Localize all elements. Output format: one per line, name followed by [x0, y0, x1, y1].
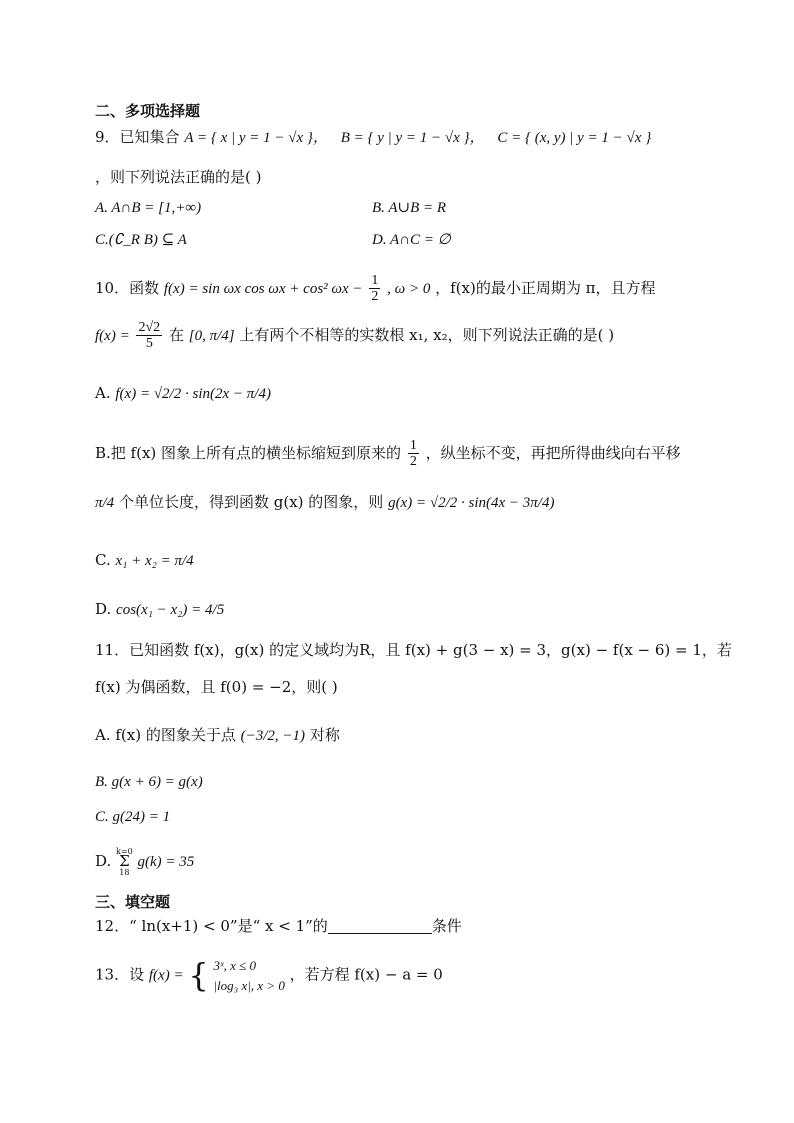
q11-a-point: (−3/2, −1) [240, 728, 306, 744]
q10-half-fraction: $\frac{1}{2}$ [371, 273, 379, 305]
q10-eq-left: f(x) = [95, 327, 130, 344]
q9-set-b: B = { y | y = 1 − √x }， [340, 130, 485, 146]
q9-option-b: B. A∪B = R [372, 200, 447, 216]
q11-option-c: C. g(24) = 1 [95, 809, 171, 825]
q10-stem-mid: ，f(x)的最小正周期为 π，且方程 [435, 278, 656, 297]
summation-symbol: k=0 Σ 18 [116, 847, 133, 877]
q12-text2: 条件 [431, 917, 462, 935]
piecewise-brace: { [188, 956, 209, 995]
question-9-stem [95, 130, 651, 146]
question-10-equation [95, 320, 614, 352]
q11-a-text1: A. f(x) 的图象关于点 [95, 726, 236, 744]
q10-eq-fraction: $\frac{2√2}{5}$ [138, 320, 161, 352]
q11-option-a [95, 728, 340, 744]
q9-set-c: C = { (x, y) | y = 1 − √x } [497, 130, 652, 146]
q11-option-d [95, 848, 194, 876]
q13-text1: 13．设 [95, 965, 145, 984]
question-11-stem-2: f(x) 为偶函数，且 f(0) = −2，则( ) [95, 678, 338, 696]
section-title-fill-blank: 三、填空题 [95, 893, 171, 911]
q10-prefix: 10．函数 [95, 278, 160, 297]
q11-d-expr: g(k) = 35 [137, 853, 195, 870]
q10-a-label: A. [95, 384, 111, 402]
q10-function: f(x) = sin ωx cos ωx + cos² ωx − [163, 280, 363, 297]
q11-d-label: D. [95, 851, 112, 870]
q10-option-b-line1 [95, 438, 681, 470]
q9-option-d: D. A∩C = ∅ [372, 232, 451, 248]
q10-omega: , ω > 0 [387, 280, 431, 297]
q10-d-label: D. [95, 600, 112, 618]
question-12 [95, 919, 462, 934]
q10-option-d [95, 602, 224, 618]
q9-prefix: 9．已知集合 [95, 128, 180, 146]
q10-option-c [95, 553, 194, 569]
q10-b-text2: ，纵坐标不变，再把所得曲线向右平移 [425, 443, 681, 462]
q10-c-expr: x₁ + x₂ = π/4 [115, 553, 194, 569]
q12-text1: 12．“ ln(x+1) < 0”是“ x < 1”的 [95, 917, 328, 935]
question-11-stem-1: 11．已知函数 f(x)，g(x) 的定义域均为R，且 f(x) + g(3 − x) = 3，g(x) − f(x − 6) = 1，若 [95, 641, 732, 659]
q10-a-expr: f(x) = √2/2 · sin(2x − π/4) [115, 386, 271, 402]
q10-stem-suffix: 上有两个不相等的实数根 x₁, x₂，则下列说法正确的是( ) [239, 325, 615, 344]
q9-option-c: C.(∁_R B) ⊆ A [95, 232, 187, 248]
q10-b-expr: g(x) = √2/2 · sin(4x − 3π/4) [388, 495, 555, 511]
q13-piece1: 3ˣ, x ≤ 0 [213, 958, 257, 973]
question-10-stem [95, 273, 655, 305]
q13-fx: f(x) = [148, 967, 184, 984]
q10-b-text3: 个单位长度，得到函数 g(x) 的图象，则 [118, 493, 384, 511]
q9-option-a: A. A∩B = [1,+∞) [95, 200, 202, 216]
q11-a-text2: 对称 [309, 726, 340, 744]
q10-b-text1: B.把 f(x) 图象上所有点的横坐标缩短到原来的 [95, 443, 402, 462]
q10-d-expr: cos(x₁ − x₂) = 4/5 [116, 602, 225, 618]
question-9-suffix: ，则下列说法正确的是( ) [95, 168, 262, 186]
q10-interval: [0, π/4] [188, 327, 235, 344]
q13-text2: ，若方程 f(x) − a = 0 [289, 965, 443, 984]
q10-c-label: C. [95, 551, 111, 569]
q10-b-pi4: π/4 [95, 495, 115, 511]
q10-zai: 在 [168, 325, 184, 344]
q11-option-b: B. g(x + 6) = g(x) [95, 774, 203, 790]
q12-answer-blank[interactable] [328, 919, 432, 934]
q10-option-a [95, 386, 271, 402]
question-13 [95, 956, 443, 995]
q9-set-a: A = { x | y = 1 − √x }， [184, 130, 328, 146]
q13-piecewise [213, 956, 284, 995]
q10-b-half: $\frac{1}{2}$ [409, 438, 417, 470]
section-title-multiple-choice: 二、多项选择题 [95, 102, 201, 120]
q13-piece2: |log₃ x|, x > 0 [213, 977, 285, 993]
q10-option-b-line2 [95, 495, 554, 511]
